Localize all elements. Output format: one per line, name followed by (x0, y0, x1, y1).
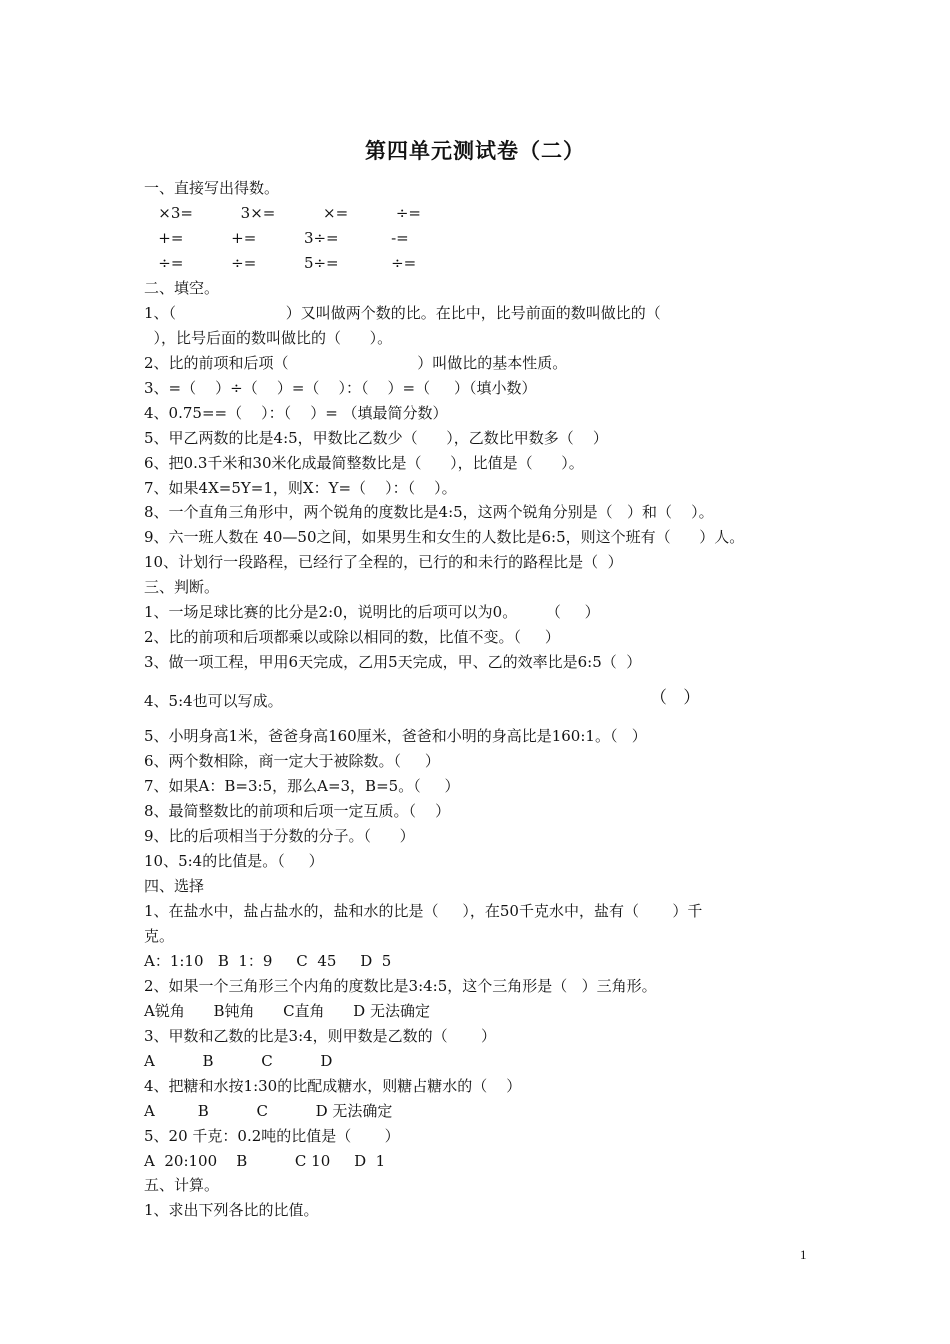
question-line: 5、甲乙两数的比是4:5，甲数比乙数少（ ），乙数比甲数多（ ） (144, 429, 608, 447)
section-heading: 二、填空。 (144, 279, 220, 297)
question-line: 10、5:4的比值是。（ ） (144, 852, 324, 870)
question-line: 8、最简整数比的前项和后项一定互质。（ ） (144, 802, 451, 820)
question-line: 9、比的后项相当于分数的分子。（ ） (144, 827, 415, 845)
question-line: 3、做一项工程，甲用6天完成，乙用5天完成，甲、乙的效率比是6:5（ ） (144, 653, 642, 671)
question-line: 1、在盐水中，盐占盐水的，盐和水的比是（ ），在50千克水中，盐有（ ）千 (144, 902, 703, 920)
question-line: 5、20 千克：0.2吨的比值是（ ） (144, 1127, 400, 1145)
calc-row: += += 3÷= -= (144, 229, 409, 247)
question-line: 4、把糖和水按1:30的比配成糖水，则糖占糖水的（ ） (144, 1077, 522, 1095)
options-line: A B C D 无法确定 (144, 1102, 393, 1120)
question-line: 6、把0.3千米和30米化成最简整数比是（ ），比值是（ ）。 (144, 454, 584, 472)
question-line: 7、如果4X=5Y=1，则X：Y=（ ）：（ ）。 (144, 479, 457, 497)
question-line: 3、=（ ）÷（ ）=（ ）：（ ）=（ ）（填小数） (144, 379, 537, 397)
section-heading: 四、选择 (144, 877, 205, 895)
question-line: 2、比的前项和后项都乘以或除以相同的数，比值不变。（ ） (144, 628, 560, 646)
question-line: 7、如果A：B=3:5，那么A=3，B=5。（ ） (144, 777, 460, 795)
question-line: 2、比的前项和后项（ ）叫做比的基本性质。 (144, 354, 568, 372)
question-line: 8、一个直角三角形中，两个锐角的度数比是4:5，这两个锐角分别是（ ）和（ ）。 (144, 503, 714, 521)
calc-row: ×3= 3×= ×= ÷= (144, 204, 421, 222)
question-line: 3、甲数和乙数的比是3:4，则甲数是乙数的（ ） (144, 1027, 497, 1045)
section-heading: 三、判断。 (144, 578, 220, 596)
question-line: 克。 (144, 927, 175, 945)
answer-blank: （ ） (650, 688, 701, 708)
question-line: 4、5:4也可以写成。 (144, 692, 283, 710)
question-line: 4、0.75==（ ）：（ ）= （填最简分数） (144, 404, 448, 422)
question-line: 1、求出下列各比的比值。 (144, 1201, 319, 1219)
question-line: 6、两个数相除，商一定大于被除数。（ ） (144, 752, 440, 770)
options-line: A 20:100 B C 10 D 1 (144, 1152, 386, 1170)
options-line: A：1:10 B 1：9 C 45 D 5 (144, 952, 392, 970)
question-line: 1、一场足球比赛的比分是2:0，说明比的后项可以为0。 （ ） (144, 603, 600, 621)
calc-row: ÷= ÷= 5÷= ÷= (144, 254, 417, 272)
options-line: A B C D (144, 1052, 333, 1070)
question-line: 5、小明身高1米，爸爸身高160厘米，爸爸和小明的身高比是160:1。（ ） (144, 727, 647, 745)
question-line: 2、如果一个三角形三个内角的度数比是3:4:5，这个三角形是（ ）三角形。 (144, 977, 657, 995)
options-line: A锐角 B钝角 C直角 D 无法确定 (144, 1002, 430, 1020)
page-title: 第四单元测试卷（二） (365, 139, 585, 163)
question-line: 9、六一班人数在 40—50之间，如果男生和女生的人数比是6:5，则这个班有（ ）人。 (144, 528, 745, 546)
section-heading: 五、计算。 (144, 1176, 220, 1194)
page-number: 1 (800, 1247, 807, 1262)
question-line: 1、（ ）又叫做两个数的比。在比中，比号前面的数叫做比的（ (144, 304, 661, 322)
question-line: 10、计划行一段路程，已经行了全程的，已行的和未行的路程比是（ ） (144, 553, 623, 571)
question-line: ），比号后面的数叫做比的（ ）。 (144, 329, 393, 347)
section-heading: 一、直接写出得数。 (144, 179, 280, 197)
